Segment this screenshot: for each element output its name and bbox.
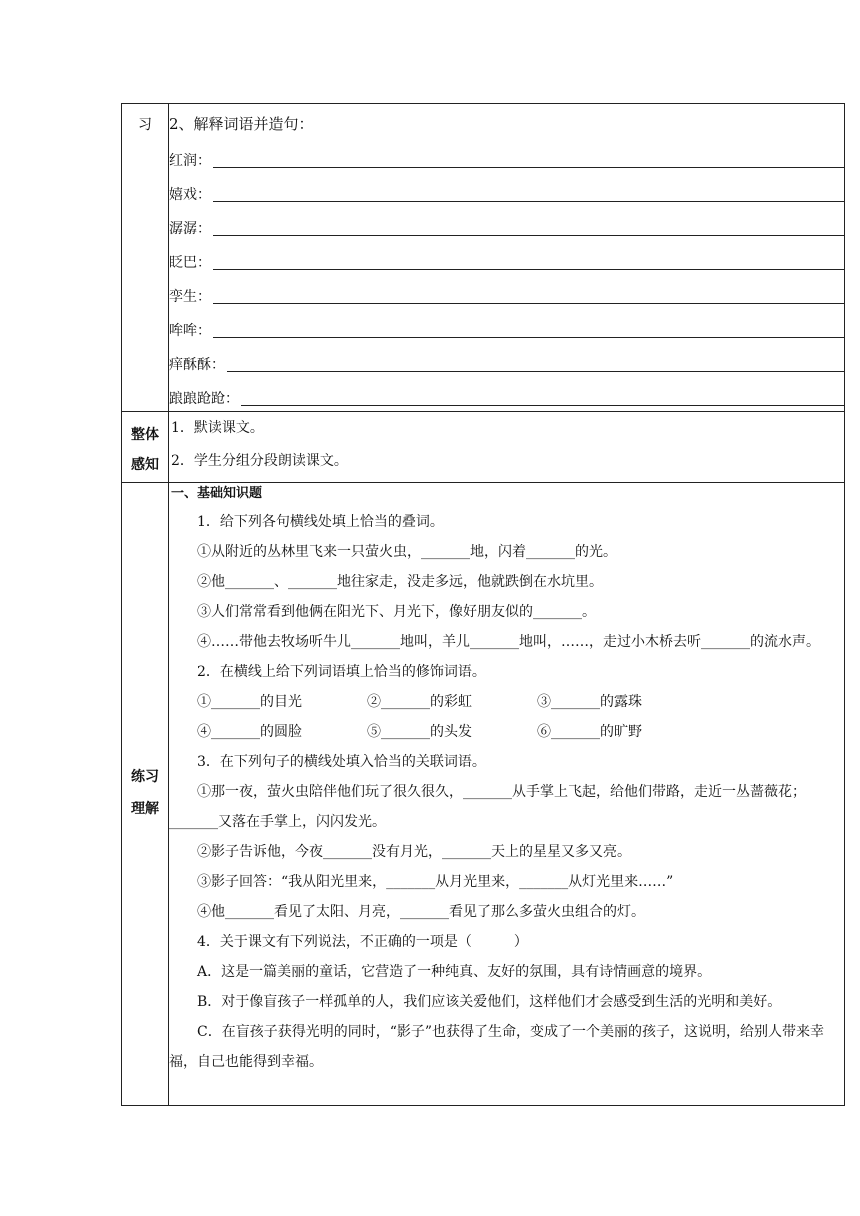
answer-line (213, 303, 844, 304)
vocab-title: 2、解释词语并造句： (169, 115, 314, 133)
question-line: ④……带他去牧场听牛儿_______地叫，羊儿_______地叫，……，走过小木桥去听_______的流水声。 (197, 634, 820, 650)
question-title: 2．在横线上给下列词语填上恰当的修饰词语。 (197, 664, 486, 680)
overall-item: 2．学生分组分段朗读课文。 (171, 453, 348, 469)
overall-item: 1．默读课文。 (171, 420, 264, 436)
answer-line (213, 201, 844, 202)
modifier-blank: ④_______的圆脸 (197, 724, 302, 740)
vocab-line (169, 139, 844, 173)
practice-content-cell (169, 483, 845, 1106)
question-title: 4．关于课文有下列说法，不正确的一项是（ ） (197, 934, 528, 950)
practice-label (122, 483, 168, 825)
question-line: ④他_______看见了太阳、月亮，_______看见了那么多萤火虫组合的灯。 (197, 904, 645, 920)
answer-line (227, 371, 844, 372)
vocab-term: 哞哞： (169, 323, 211, 339)
question-line: ②他_______、_______地往家走，没走多远，他就跌倒在水坑里。 (197, 574, 603, 590)
question-line: ①从附近的丛林里飞来一只萤火虫，_______地，闪着_______的光。 (197, 544, 617, 560)
vocab-line (169, 309, 844, 343)
practice-label-line1: 练习 (131, 769, 159, 785)
practice-label-line2: 理解 (131, 801, 159, 817)
modifier-blank: ①_______的目光 (197, 694, 302, 710)
question-line: ②影子告诉他，今夜_______没有月光，_______天上的星星又多又亮。 (197, 844, 631, 860)
question-line: ③影子回答：“我从阳光里来，_______从月光里来，_______从灯光里来……” (197, 874, 674, 890)
lesson-table (121, 103, 845, 1106)
question-title: 3．在下列句子的横线处填入恰当的关联词语。 (197, 754, 486, 770)
overall-content-cell (169, 412, 845, 483)
vocab-content-cell (169, 104, 845, 412)
answer-option: A．这是一篇美丽的童话，它营造了一种纯真、友好的氛围，具有诗情画意的境界。 (197, 964, 712, 980)
section-heading: 一、基础知识题 (171, 486, 263, 501)
practice-label-cell (122, 483, 169, 1106)
vocab-row-label: 习 (138, 117, 152, 133)
answer-line (213, 167, 844, 168)
question-line: ①那一夜，萤火虫陪伴他们玩了很久很久，_______从手掌上飞起，给他们带路，走近一丛蔷薇花；_______又落在手掌上，闪闪发光。 (169, 784, 806, 830)
modifier-blank: ⑤_______的头发 (367, 724, 472, 740)
question-line: ③人们常常看到他俩在阳光下、月光下，像好朋友似的_______。 (197, 604, 596, 620)
answer-option: B．对于像盲孩子一样孤单的人，我们应该关爱他们，这样他们才会感受到生活的光明和美好。 (197, 994, 782, 1010)
vocab-line (169, 275, 844, 309)
overall-label-line2: 感知 (131, 457, 159, 473)
answer-line (213, 269, 844, 270)
modifier-blank: ③_______的露珠 (537, 694, 642, 710)
vocab-line (169, 377, 844, 411)
modifier-blanks-row (169, 717, 844, 747)
modifier-blank: ⑥_______的旷野 (537, 724, 642, 740)
overall-label-cell (122, 412, 169, 483)
overall-row (122, 412, 845, 483)
question-title: 1．给下列各句横线处填上恰当的叠词。 (197, 514, 444, 530)
vocab-line (169, 343, 844, 377)
vocab-line (169, 241, 844, 275)
answer-line (213, 337, 844, 338)
practice-row (122, 483, 845, 1106)
overall-label (122, 412, 168, 480)
vocab-line (169, 173, 844, 207)
vocab-term: 红润： (169, 153, 211, 169)
modifier-blanks-row (169, 687, 844, 717)
answer-line (213, 235, 844, 236)
vocab-row (122, 104, 845, 412)
vocab-label-cell (122, 104, 169, 412)
vocab-line (169, 207, 844, 241)
vocab-term: 嬉戏： (169, 187, 211, 203)
vocab-term: 孪生： (169, 289, 211, 305)
modifier-blank: ②_______的彩虹 (367, 694, 472, 710)
answer-option: C．在盲孩子获得光明的同时，“影子”也获得了生命，变成了一个美丽的孩子，这说明，给别人带来幸福，自己也能得到幸福。 (169, 1024, 825, 1070)
vocab-term: 踉踉跄跄： (169, 391, 239, 407)
answer-line (241, 405, 844, 406)
vocab-term: 潺潺： (169, 221, 211, 237)
vocab-term: 痒酥酥： (169, 357, 225, 373)
vocab-term: 眨巴： (169, 255, 211, 271)
overall-label-line1: 整体 (131, 427, 159, 443)
